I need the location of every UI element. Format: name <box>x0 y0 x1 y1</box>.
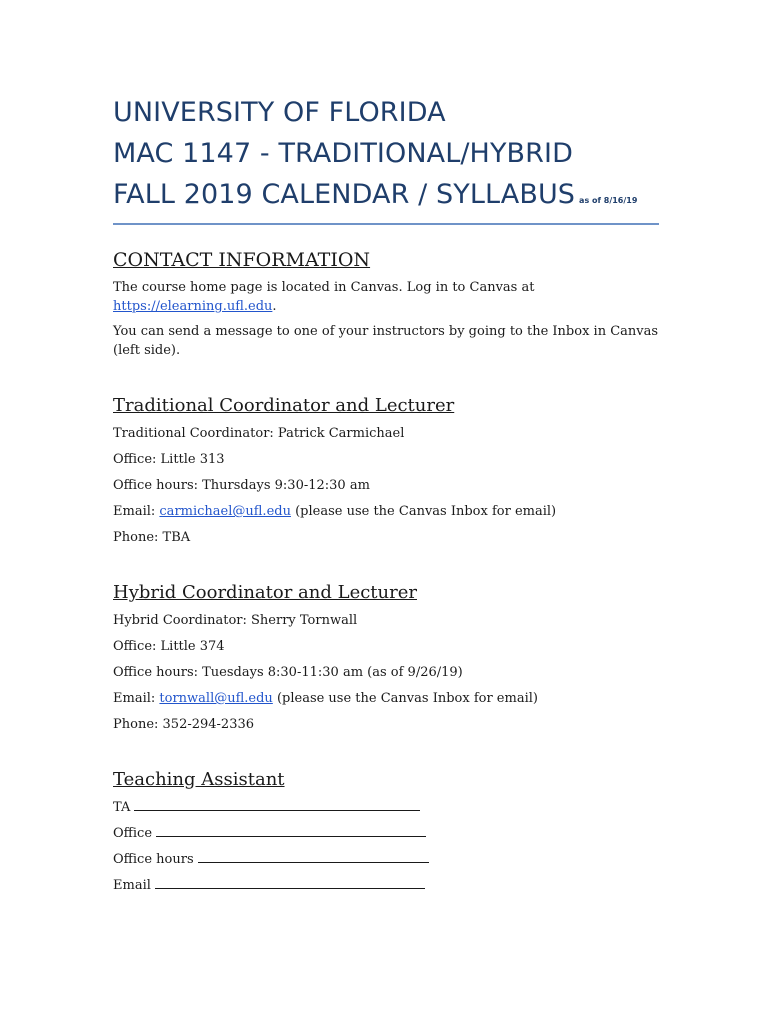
document-title <box>113 92 663 221</box>
contact-heading: CONTACT INFORMATION <box>113 249 371 271</box>
hybrid-office: Office: Little 374 <box>113 639 225 654</box>
hybrid-email-note: (please use the Canvas Inbox for email) <box>272 691 538 706</box>
elearning-link[interactable]: https://elearning.ufl.edu <box>113 299 273 314</box>
traditional-coordinator: Traditional Coordinator: Patrick Carmichael <box>113 426 405 441</box>
syllabus-page <box>113 92 663 899</box>
traditional-email-line <box>113 499 663 525</box>
traditional-office: Office: Little 313 <box>113 452 225 467</box>
ta-name-label: TA <box>113 800 135 815</box>
ta-office-blank[interactable] <box>156 822 426 837</box>
traditional-email-label: Email: <box>113 504 160 519</box>
hybrid-heading: Hybrid Coordinator and Lecturer <box>113 582 417 603</box>
as-of-date: as of 8/16/19 <box>579 196 638 205</box>
hybrid-phone: Phone: 352-294-2336 <box>113 717 255 732</box>
canvas-intro-end: . <box>272 299 277 314</box>
title-course: MAC 1147 - TRADITIONAL/HYBRID <box>113 138 573 169</box>
traditional-phone: Phone: TBA <box>113 530 191 545</box>
ta-name-field <box>113 795 663 821</box>
ta-office-field <box>113 821 663 847</box>
ta-name-blank[interactable] <box>134 796 420 811</box>
ta-email-field <box>113 873 663 899</box>
hybrid-details <box>113 608 663 738</box>
ta-hours-label: Office hours <box>113 852 198 867</box>
title-term-text: FALL 2019 CALENDAR / SYLLABUS <box>113 179 576 210</box>
ta-hours-blank[interactable] <box>198 848 429 863</box>
hybrid-email-link[interactable]: tornwall@ufl.edu <box>159 691 273 706</box>
traditional-email-note: (please use the Canvas Inbox for email) <box>290 504 557 519</box>
ta-office-label: Office <box>113 826 157 841</box>
ta-heading: Teaching Assistant <box>113 769 285 790</box>
hybrid-email-line <box>113 686 663 712</box>
traditional-heading: Traditional Coordinator and Lecturer <box>113 395 455 416</box>
ta-hours-field <box>113 847 663 873</box>
title-university: UNIVERSITY OF FLORIDA <box>113 97 446 128</box>
title-divider <box>113 223 659 225</box>
traditional-details <box>113 421 663 551</box>
traditional-email-link[interactable]: carmichael@ufl.edu <box>159 504 291 519</box>
canvas-intro-text: The course home page is located in Canvas. Log in to Canvas at <box>113 280 535 295</box>
title-term <box>113 174 663 221</box>
hybrid-email-label: Email: <box>113 691 160 706</box>
canvas-intro <box>113 278 663 316</box>
hybrid-coordinator: Hybrid Coordinator: Sherry Tornwall <box>113 613 358 628</box>
ta-email-label: Email <box>113 878 156 893</box>
traditional-hours: Office hours: Thursdays 9:30-12:30 am <box>113 478 370 493</box>
hybrid-hours: Office hours: Tuesdays 8:30-11:30 am (as of 9/26/19) <box>113 665 463 680</box>
ta-email-blank[interactable] <box>155 874 425 889</box>
inbox-instructions: You can send a message to one of your instructors by going to the Inbox in Canvas (left side). <box>113 324 659 358</box>
ta-details <box>113 795 663 899</box>
